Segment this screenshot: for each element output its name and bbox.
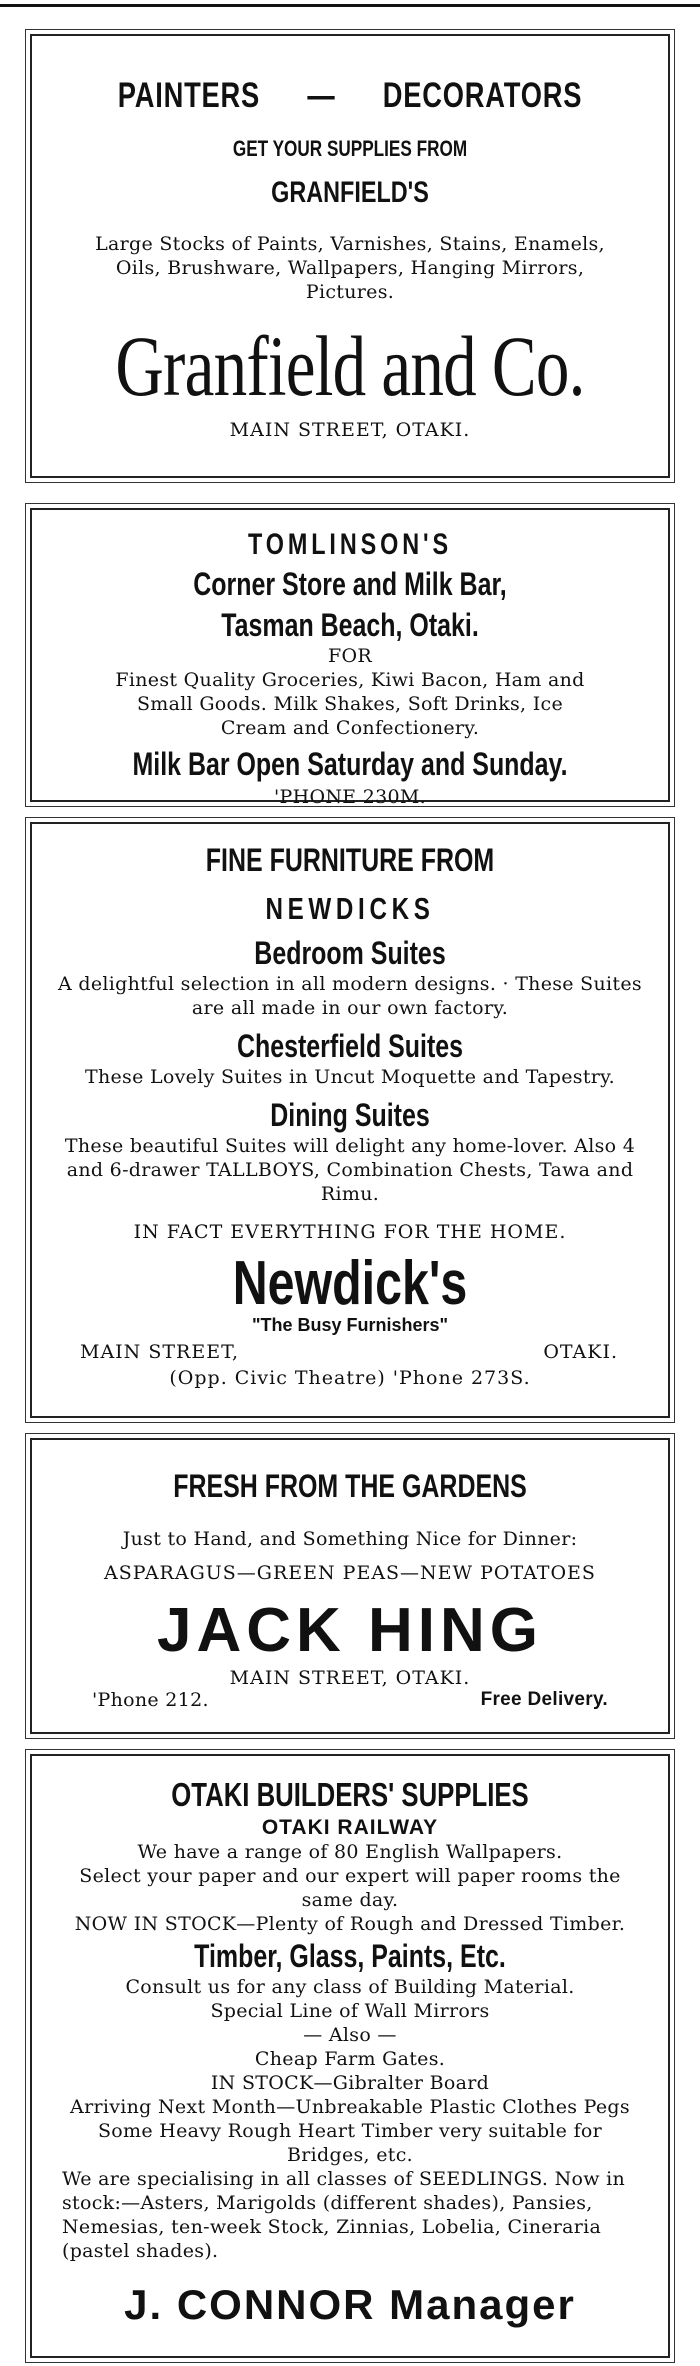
ad-tomlinson-description: Finest Quality Groceries, Kiwi Bacon, Ham and Small Goods. Milk Shakes, Soft Drinks, Ice Cream and Confectionery. — [115, 669, 585, 739]
ad-tomlinson — [30, 508, 670, 808]
ad-jackhing-headline: FRESH FROM THE GARDENS — [173, 1468, 527, 1504]
ad-connor-l8: Cheap Farm Gates. — [254, 2048, 446, 2070]
page-top-rule — [0, 4, 700, 7]
ad-newdicks-address-row — [32, 1340, 668, 1364]
ad-newdicks-headline: FINE FURNITURE FROM — [205, 842, 495, 878]
ad-newdicks-slogan: "The Busy Furnishers" — [251, 1315, 449, 1335]
ad-connor-l9: IN STOCK—Gibralter Board — [210, 2072, 490, 2094]
ad-newdicks-dining-title: Dining Suites — [270, 1097, 430, 1133]
ad-newdicks-store: NEWDICKS — [265, 891, 435, 926]
ad-connor-l11: Some Heavy Rough Heart Timber very suitable for Bridges, etc. — [97, 2120, 603, 2166]
ad-connor-l3: NOW IN STOCK—Plenty of Rough and Dressed Timber. — [74, 1913, 626, 1935]
ad-tomlinson-line1: Corner Store and Milk Bar, — [193, 566, 507, 602]
ad-connor-l7: — Also — — [303, 2024, 397, 2046]
ad-tomlinson-for: FOR — [328, 645, 372, 667]
ad-connor-sub: OTAKI RAILWAY — [261, 1816, 439, 1839]
ad-tomlinson-name: TOMLINSON'S — [247, 528, 453, 561]
ad-jackhing-delivery: Free Delivery. — [480, 1689, 608, 1710]
ad-newdicks-town: OTAKI. — [543, 1341, 618, 1363]
ad-connor-headline: OTAKI BUILDERS' SUPPLIES — [171, 1776, 529, 1813]
ad-granfield-headline: PAINTERS — DECORATORS — [117, 76, 583, 115]
ad-jackhing-address: MAIN STREET, OTAKI. — [229, 1667, 471, 1689]
ad-newdicks — [30, 822, 670, 1418]
ad-connor-l5: Consult us for any class of Building Material. — [125, 1976, 575, 1998]
ad-tomlinson-open: Milk Bar Open Saturday and Sunday. — [132, 746, 568, 782]
ad-connor-l6: Special Line of Wall Mirrors — [210, 2000, 490, 2022]
ad-connor-l4: Timber, Glass, Paints, Etc. — [194, 1938, 506, 1974]
ad-jackhing-line1: Just to Hand, and Something Nice for Dinner: — [122, 1528, 578, 1550]
ad-connor-l2: Select your paper and our expert will paper rooms the same day. — [79, 1865, 621, 1911]
ad-granfield-address: MAIN STREET, OTAKI. — [229, 419, 471, 441]
ad-connor — [30, 1754, 670, 2358]
ad-granfield-name: Granfield and Co. — [115, 318, 585, 414]
ad-newdicks-everything: IN FACT EVERYTHING FOR THE HOME. — [133, 1221, 567, 1243]
ad-tomlinson-phone: 'PHONE 230M. — [273, 786, 427, 808]
ad-granfield-store: GRANFIELD'S — [271, 176, 429, 209]
ad-granfield-description: Large Stocks of Paints, Varnishes, Stains, Enamels, Oils, Brushware, Wallpapers, Hanging Mirrors, Pictures. — [95, 233, 605, 303]
ad-jackhing — [30, 1438, 670, 1734]
ad-newdicks-bedroom-title: Bedroom Suites — [254, 935, 446, 971]
ad-newdicks-opposite: (Opp. Civic Theatre) 'Phone 273S. — [169, 1367, 531, 1389]
ad-newdicks-name: Newdick's — [232, 1249, 468, 1318]
ad-tomlinson-line2: Tasman Beach, Otaki. — [221, 607, 479, 643]
ad-jackhing-bottom-row — [32, 1688, 668, 1712]
ad-newdicks-street: MAIN STREET, — [80, 1341, 239, 1363]
ad-newdicks-chesterfield-text: These Lovely Suites in Uncut Moquette and Tapestry. — [84, 1066, 616, 1088]
ad-newdicks-bedroom-text: A delightful selection in all modern designs. · These Suites are all made in our own factory. — [58, 973, 642, 1019]
ad-newdicks-chesterfield-title: Chesterfield Suites — [236, 1028, 464, 1064]
ad-granfield-subhead: GET YOUR SUPPLIES FROM — [232, 136, 468, 161]
ad-granfield — [30, 34, 670, 478]
ad-connor-l10: Arriving Next Month—Unbreakable Plastic Clothes Pegs — [70, 2096, 630, 2118]
ad-connor-manager: J. CONNOR Manager — [124, 2281, 576, 2328]
ad-jackhing-phone: 'Phone 212. — [92, 1689, 209, 1711]
ad-jackhing-name: JACK HING — [156, 1596, 544, 1665]
ad-connor-l12: We are specialising in all classes of SEEDLINGS. Now in stock:—Asters, Marigolds (different shades), Pansies, Nemesias, ten-week Stock, Zinnias, Lobelia, Cineraria (pastel shades). — [62, 2168, 626, 2262]
ad-connor-l1: We have a range of 80 English Wallpapers. — [137, 1841, 563, 1863]
ad-jackhing-line2: ASPARAGUS—GREEN PEAS—NEW POTATOES — [104, 1562, 596, 1584]
ad-newdicks-dining-text: These beautiful Suites will delight any home-lover. Also 4 and 6-drawer TALLBOYS, Combination Chests, Tawa and Rimu. — [64, 1135, 636, 1205]
